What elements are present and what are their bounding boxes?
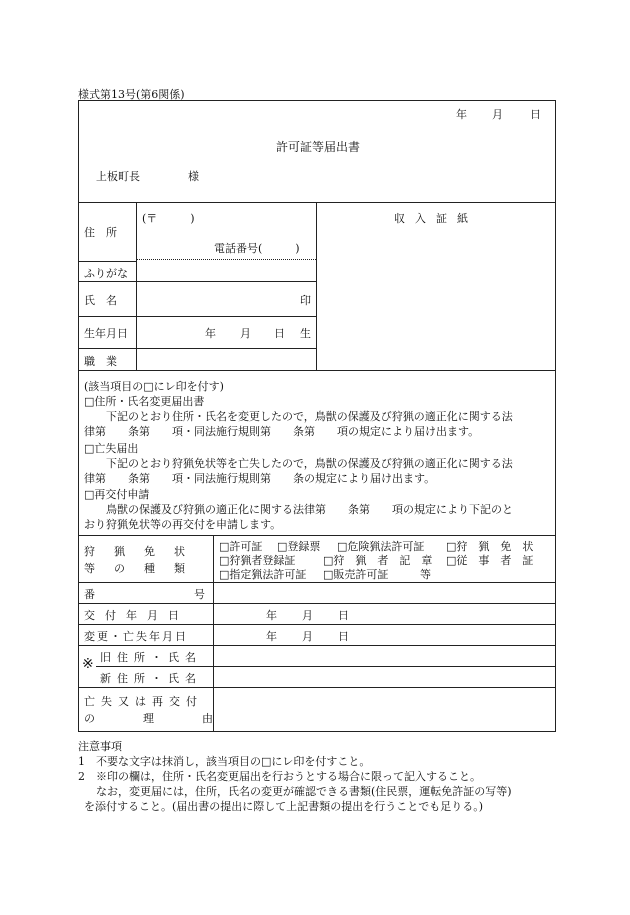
divider bbox=[96, 666, 556, 667]
date-month[interactable]: 月 bbox=[492, 108, 503, 121]
notes-heading: 注意事項 bbox=[78, 740, 122, 753]
divider bbox=[78, 624, 556, 625]
option-loss-report[interactable]: □亡失届出 bbox=[84, 442, 139, 455]
license-type-label-2: 等の種類 bbox=[84, 562, 204, 575]
divider bbox=[78, 603, 556, 604]
option-body-line: 律第 条第 項・同法施行規則第 条の規定により届け出ます。 bbox=[84, 472, 436, 485]
divider bbox=[78, 316, 316, 317]
option-reissue[interactable]: □再交付申請 bbox=[84, 488, 150, 501]
issue-date-label: 交付年月日 bbox=[84, 609, 189, 622]
license-option[interactable]: □狩 猟 免 状 bbox=[446, 540, 534, 553]
divider bbox=[78, 582, 556, 583]
addressee-honorific: 様 bbox=[188, 170, 199, 183]
revenue-stamp-label: 収入証紙 bbox=[394, 212, 478, 225]
issue-day[interactable]: 日 bbox=[338, 609, 349, 622]
divider bbox=[213, 535, 214, 732]
reason-no: の理由 bbox=[84, 712, 261, 725]
number-label: 番号 bbox=[84, 588, 304, 601]
date-year[interactable]: 年 bbox=[456, 108, 467, 121]
license-option[interactable]: □狩 猟 者 記 章 bbox=[323, 554, 433, 567]
divider bbox=[136, 259, 316, 260]
divider bbox=[78, 645, 556, 646]
occupation-label: 職 業 bbox=[84, 355, 117, 368]
reason-label: 亡失又は再交付 bbox=[84, 695, 203, 708]
option-body-line: おり狩猟免状等の再交付を申請します。 bbox=[84, 518, 282, 531]
option-body-line: 下記のとおり住所・氏名を変更したので，鳥獣の保護及び狩猟の適正化に関する法 bbox=[106, 410, 513, 423]
reason-label-2 bbox=[84, 710, 261, 726]
license-option[interactable]: □登録票 bbox=[277, 540, 321, 553]
license-type-label bbox=[84, 543, 206, 559]
note-item: 1 不要な文字は抹消し，該当項目の□にレ印を付すこと。 bbox=[78, 755, 371, 768]
birth-suffix: 生 bbox=[300, 327, 311, 340]
divider bbox=[78, 348, 316, 349]
address-label: 住 所 bbox=[84, 226, 117, 239]
license-option[interactable]: □従 事 者 証 bbox=[446, 554, 534, 567]
option-body-line: 下記のとおり狩猟免状等を亡失したので，鳥獣の保護及び狩猟の適正化に関する法 bbox=[106, 457, 513, 470]
divider bbox=[78, 202, 556, 203]
phone-field[interactable]: 電話番号( ) bbox=[214, 242, 300, 255]
license-option[interactable]: □狩猟者登録証 bbox=[219, 554, 296, 567]
divider bbox=[136, 202, 137, 370]
issue-year[interactable]: 年 bbox=[266, 609, 277, 622]
license-option[interactable]: □指定猟法許可証 bbox=[219, 568, 307, 581]
note-continuation: を添付すること。(届出書の提出に際して上記書類の提出を行うことでも足りる。) bbox=[84, 800, 484, 813]
divider bbox=[78, 281, 316, 282]
license-option-etc: 等 bbox=[420, 568, 431, 581]
divider bbox=[78, 370, 556, 371]
option-body-line: 鳥獣の保護及び狩猟の適正化に関する法律第 条第 項の規定により下記のと bbox=[106, 503, 513, 516]
change-day[interactable]: 日 bbox=[338, 630, 349, 643]
change-date-label: 変更・亡失年月日 bbox=[84, 630, 188, 643]
asterisk-mark: ※ bbox=[82, 656, 94, 672]
birth-year[interactable]: 年 bbox=[205, 327, 216, 340]
divider bbox=[78, 535, 556, 536]
postal-code-field[interactable]: (〒 ) bbox=[142, 212, 195, 225]
label-text: 狩猟免状 bbox=[84, 545, 204, 558]
form-title: 許可証等届出書 bbox=[276, 140, 361, 154]
birth-day[interactable]: 日 bbox=[274, 327, 285, 340]
change-year[interactable]: 年 bbox=[266, 630, 277, 643]
change-month[interactable]: 月 bbox=[302, 630, 313, 643]
license-option[interactable]: □危険猟法許可証 bbox=[337, 540, 425, 553]
license-option[interactable]: □販売許可証 bbox=[323, 568, 389, 581]
divider bbox=[78, 687, 556, 688]
addressee-name: 上板町長 bbox=[96, 170, 140, 183]
date-day[interactable]: 日 bbox=[530, 108, 541, 121]
divider bbox=[78, 261, 136, 262]
old-address-label: 旧住所・氏名 bbox=[100, 651, 202, 664]
divider bbox=[316, 202, 317, 370]
seal-mark: 印 bbox=[300, 294, 311, 307]
furigana-label: ふりがな bbox=[84, 267, 128, 280]
birth-month[interactable]: 月 bbox=[240, 327, 251, 340]
issue-month[interactable]: 月 bbox=[302, 609, 313, 622]
license-option[interactable]: □許可証 bbox=[219, 540, 263, 553]
option-address-change[interactable]: □住所・氏名変更届出書 bbox=[84, 395, 205, 408]
form-number: 様式第13号(第6関係) bbox=[78, 88, 185, 101]
note-continuation: なお，変更届には，住所，氏名の変更が確認できる書類(住民票，運転免許証の写等) bbox=[96, 785, 512, 798]
instructions-text: (該当項目の□にレ印を付す) bbox=[84, 380, 224, 393]
option-body-line: 律第 条第 項・同法施行規則第 条第 項の規定により届け出ます。 bbox=[84, 425, 480, 438]
name-label: 氏 名 bbox=[84, 294, 117, 307]
note-item: 2 ※印の欄は，住所・氏名変更届出を行おうとする場合に限って記入すること。 bbox=[78, 770, 481, 783]
birthdate-label: 生年月日 bbox=[84, 327, 128, 340]
new-address-label: 新住所・氏名 bbox=[100, 672, 202, 685]
